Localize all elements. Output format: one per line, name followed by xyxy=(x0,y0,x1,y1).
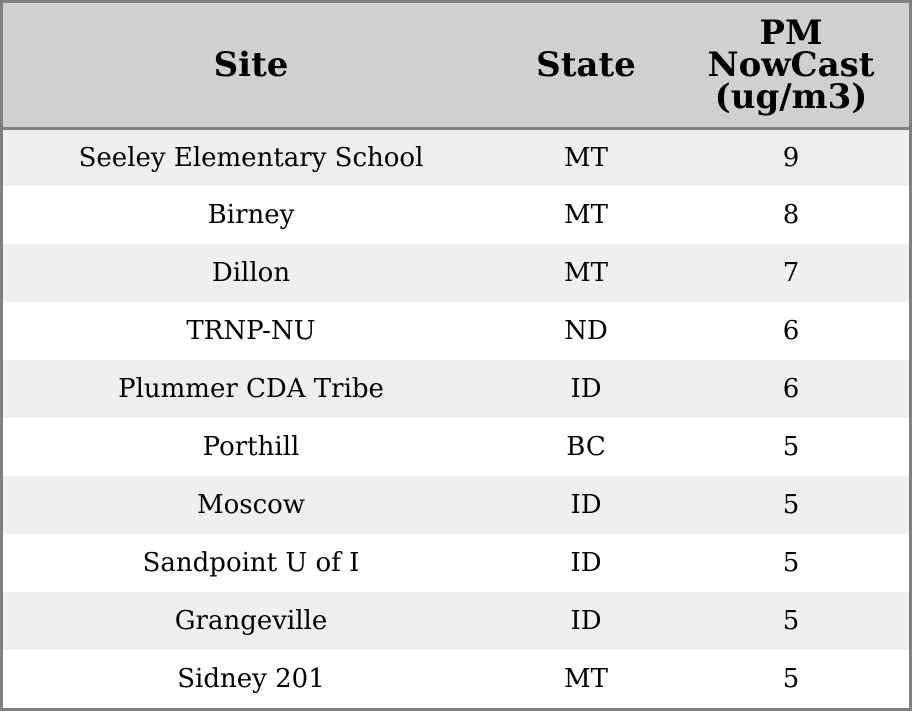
cell-site: Moscow xyxy=(196,490,306,520)
header-pm-line-2: NowCast xyxy=(707,44,875,85)
cell-state: MT xyxy=(564,664,608,694)
cell-site: Birney xyxy=(207,200,295,230)
header-pm-nowcast xyxy=(673,3,909,128)
cell-pm: 5 xyxy=(782,606,800,636)
cell-pm: 5 xyxy=(782,664,800,694)
table-row xyxy=(3,302,909,360)
cell-state: MT xyxy=(564,200,608,230)
table-row xyxy=(3,592,909,650)
cell-site: Dillon xyxy=(211,258,291,288)
cell-state: MT xyxy=(564,142,608,173)
table-row xyxy=(3,186,909,244)
cell-state: BC xyxy=(566,432,606,462)
cell-pm: 8 xyxy=(782,200,800,230)
cell-site: Plummer CDA Tribe xyxy=(118,374,384,404)
header-row xyxy=(3,3,909,128)
table-row xyxy=(3,244,909,302)
cell-site: Sandpoint U of I xyxy=(142,548,360,578)
table-row xyxy=(3,418,909,476)
pm-nowcast-table xyxy=(3,3,909,708)
header-site: Site xyxy=(3,3,499,128)
cell-state: ID xyxy=(570,374,602,404)
cell-pm: 6 xyxy=(782,374,800,404)
header-pm-line-1: PM xyxy=(759,12,823,53)
cell-pm: 7 xyxy=(782,258,800,288)
table-row xyxy=(3,360,909,418)
cell-pm: 9 xyxy=(782,142,800,173)
table-row xyxy=(3,476,909,534)
header-pm-line-3: (ug/m3) xyxy=(714,76,868,117)
cell-state: ND xyxy=(564,316,608,346)
table-row xyxy=(3,650,909,708)
cell-state: MT xyxy=(564,258,608,288)
cell-state: ID xyxy=(570,548,602,578)
cell-pm: 5 xyxy=(782,548,800,578)
table-header xyxy=(3,3,909,128)
cell-pm: 5 xyxy=(782,490,800,520)
cell-site: Grangeville xyxy=(174,606,328,636)
cell-site: Porthill xyxy=(202,432,300,462)
table-row xyxy=(3,128,909,186)
header-state: State xyxy=(499,3,673,128)
cell-state: ID xyxy=(570,606,602,636)
cell-state: ID xyxy=(570,490,602,520)
cell-site: Sidney 201 xyxy=(177,664,325,694)
cell-site: TRNP-NU xyxy=(186,316,316,346)
table-body xyxy=(3,128,909,708)
cell-site: Seeley Elementary School xyxy=(78,142,424,173)
cell-pm: 6 xyxy=(782,316,800,346)
cell-pm: 5 xyxy=(782,432,800,462)
table-row xyxy=(3,534,909,592)
